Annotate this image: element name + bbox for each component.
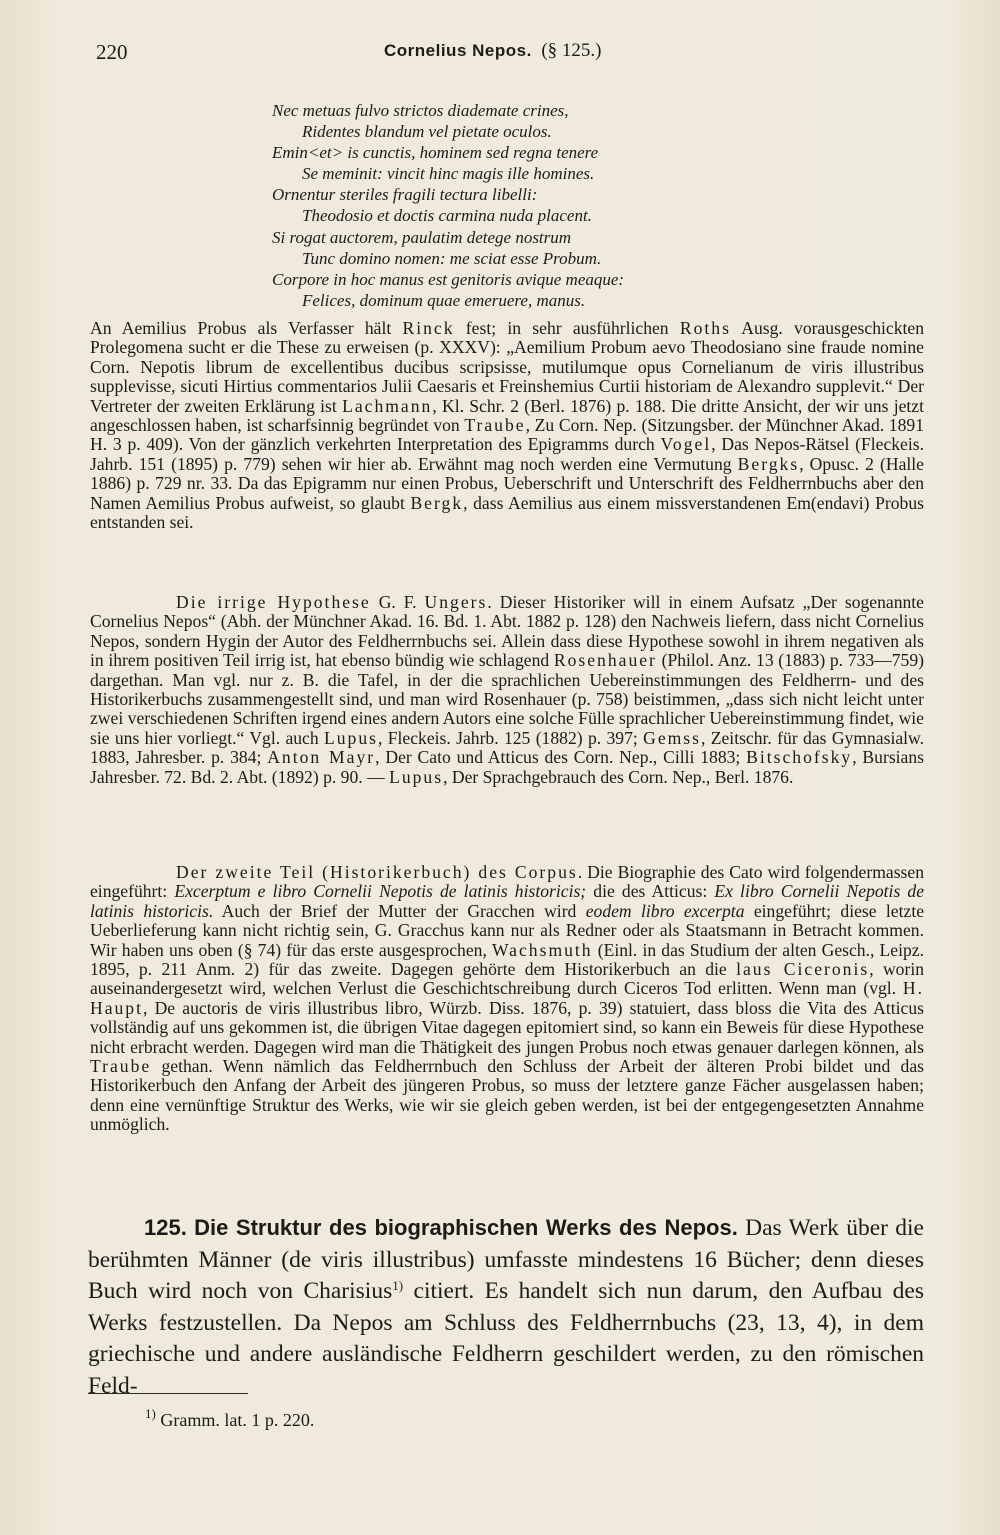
spaced-name: Bergks [737,453,800,474]
poem-line: Ornentur steriles fragili tectura libelli: [272,185,538,205]
text-run: , Der Sprachgebrauch des Corn. Nep., Berl. 1876. [443,766,794,787]
footnote [145,1406,315,1431]
section-number: 125. [144,1215,187,1240]
paragraph [90,863,924,1135]
text-run: , Der Cato und Atticus des Corn. Nep., Cilli 1883; [375,747,747,768]
italic-title: eodem libro excerpta [585,900,745,921]
page-number: 220 [96,40,128,64]
text-run: . Dieser Historiker will in einem Aufsatz „Der sogenannte Cornelius Nepos“ (Abh. der Münchner Akad. 16. Bd. 1. Abt. 1882 p. 128) den Nachweis liefern, dass nicht Cornelius Nepos, sondern Hygin der Autor des Feldherrnbuchs sei. Allein dass diese Hypothese sowohl in ihrem negativen als in ihrem positiven Teil irrig ist, hat ebenso bündig wie schlagend [90,592,924,671]
poem-line: Emin<et> is cunctis, hominem sed regna tenere [272,143,599,163]
text-run: gethan. Wenn nämlich das Feldherrnbuch den Schluss der Arbeit der älteren Probi bildet und das Historikerbuch den Anfang der Arbeit des jüngeren Probus, so muss der letztere ganze Fächer ausgelassen haben; denn eine vernünftige Struktur des Werks, wie wir sie gleich geben werden, ist bei der entgegengesetzten Annahme unmöglich. [90,1056,924,1135]
spaced-name: Lupus [389,766,444,787]
poem-line: Theodosio et doctis carmina nuda placent. [302,206,592,226]
spaced-name: Traube [90,1056,152,1077]
text-run: , Fleckeis. Jahrb. 125 (1882) p. 397; [378,727,644,748]
section-heading: Die Struktur des biographischen Werks des Nepos. [194,1215,738,1240]
paragraph [90,593,924,787]
poem-line: Corpore in hoc manus est genitoris avique meaque: [272,269,625,289]
footnote-reference[interactable]: 1) [392,1278,404,1293]
spaced-name: Bergk [410,492,464,513]
paragraph [90,319,924,532]
epigram [272,100,892,311]
spaced-name: laus Ciceronis [736,959,870,980]
poem-line: Ridentes blandum vel pietate oculos. [302,122,552,142]
spaced-name: Gemss [643,727,702,748]
paragraph-second-part [90,863,924,1135]
text-run: (Einl. in das Studium der alten Gesch., Leipz. 1895, p. 211 Anm. 2) für das zweite. Dagegen gehörte dem Historikerbuch an die [90,939,924,980]
section-paragraph [88,1212,924,1402]
paragraph-authorship [90,319,924,532]
text-run: fest; in sehr ausführlichen [454,318,680,338]
text-run: , Bursians Jahresber. 72. Bd. 2. Abt. (1892) p. 90. — [90,747,925,787]
spaced-name: Roths [679,318,731,338]
text-run: Auch der Brief der Mutter der Gracchen wird [213,900,586,921]
text-run: Ausg. vorausgeschickten Prolegomena sucht er die These zu erweisen (p. XXXV): „Aemilium Probum aevo Theodosiano sine fraude nomine Corn. Nepotis librum de excellentibus ducibus scripsisse, mutilumque opus Cornelianum de viris illustribus supplevisse, sicuti Hirtius commentarios Julii Caesaris et Freinshemius Curtii historiam de Alexandro supplevit.“ Der Vertreter der zweiten Erklärung ist [90,318,924,416]
footnote-mark: 1) [145,1406,156,1421]
spaced-name: Traube [464,415,526,436]
spaced-name: Wachsmuth [491,939,593,960]
spaced-name: Vogel [660,434,712,455]
spaced-name: Lupus [324,727,378,748]
text-run: die des Atticus: [586,881,715,902]
text-run: , Kl. Schr. 2 (Berl. 1876) p. 188. Die dritte Ansicht, der wir uns jetzt angeschlossen haben, ist scharfsinnig begründet von [90,395,924,436]
poem-line: Si rogat auctorem, paulatim detege nostrum [272,227,572,247]
running-title-text: Cornelius Nepos. [384,41,532,60]
poem-line: Nec metuas fulvo strictos diademate crines, [272,101,569,120]
text-run: (Philol. Anz. 13 (1883) p. 733—759) dargethan. Man vgl. nur z. B. die Tafel, in der die sprachlichen Uebereinstimmungen des Feldherrn- und des Historikerbuchs zusammengestellt sind, und man wird Rosenhauer (p. 758) beistimmen, „dass sich nicht leicht unter zwei verschiedenen Schriften irgend eines andern Autors eine solche Fülle sprachlicher Uebereinstimmung findet, wie sie uns hier vorliegt.“ Vgl. auch [90,650,925,748]
spaced-name: H. Haupt [90,978,924,1018]
spaced-heading: Der zweite Teil (Historikerbuch) des Corpus [176,862,578,882]
spaced-name: Anton Mayr [267,747,376,768]
spaced-name: Bitschofsky [746,747,853,768]
text-run: , Zeitschr. für das Gymnasialw. 1883, Jahresber. p. 384; [90,727,925,768]
text-run: , Zu Corn. Nep. (Sitzungsber. der Münchner Akad. 1891 H. 3 p. 409). Von der gänzlich verkehrten Interpretation des Epigramms durch [90,415,924,455]
text-run: eingeführt; diese letzte Ueberlieferung kann nicht richtig sein, G. Gracchus kann nur als Redner oder als Staatsmann in Betracht kommen. Wir haben uns oben (§ 74) für das erste ausgesprochen, [90,900,925,960]
text-run: , dass Aemilius aus einem missverstandenen Em(endavi) Probus entstanden sei. [90,492,924,533]
spaced-heading: Die irrige Hypothese [176,592,371,612]
text-run: , Opusc. 2 (Halle 1886) p. 729 nr. 33. Da das Epigramm nur einen Probus, Ueberschrift und Unterschrift des Feldherrnbuchs aber den Namen Aemilius Probus aufweist, so glaubt [90,453,924,513]
italic-title: Excerptum e libro Cornelii Nepotis de latinis historicis; [174,881,587,902]
spaced-name: Ungers [424,592,488,612]
section-125 [88,1212,924,1402]
text-run: Das Werk über die berühmten Männer (de viris illustribus) umfasste mindestens 16 Bücher; denn dieses Buch wird noch von Charisius [88,1215,924,1304]
text-run: G. F. [370,592,425,612]
section-reference: (§ 125.) [541,40,602,61]
footnote-divider [88,1393,248,1394]
text-run: . Die Biographie des Cato wird folgendermassen eingeführt: [90,862,924,902]
paragraph-hypothesis [90,593,924,787]
text-run: An Aemilius Probus als Verfasser hält [90,318,403,338]
page-header [96,40,920,76]
footnote-text: Gramm. lat. 1 p. 220. [155,1410,315,1430]
spaced-name: Rinck [402,318,455,338]
text-run: , worin auseinandergesetzt wird, welchen Verlust die Geschichtschreibung durch Ciceros Tod erlitten. Wenn man (vgl. [90,959,925,999]
text-run: citiert. Es handelt sich nun darum, den Aufbau des Werks festzustellen. Da Nepos am Schluss des Feldherrnbuchs (23, 13, 4), in dem griechische und andere ausländische Feldherrn geschildert werden, zu den römischen Feld- [88,1278,924,1399]
text-run: , Das Nepos-Rätsel (Fleckeis. Jahrb. 151 (1895) p. 779) sehen wir hier ab. Erwähnt mag noch werden eine Vermutung [90,434,924,474]
spaced-name: Lachmann [342,395,433,416]
running-title [384,40,601,62]
poem-line: Tunc domino nomen: me sciat esse Probum. [302,248,602,268]
poem-line: Se meminit: vincit hinc magis ille homines. [302,164,595,184]
spaced-name: Rosenhauer [553,650,657,671]
poem-line: Felices, dominum quae emeruere, manus. [302,290,586,310]
italic-title: Ex libro Cornelii Nepotis de latinis historicis. [90,881,925,921]
text-run: , De auctoris de viris illustribus libro, Würzb. Diss. 1876, p. 39) statuiert, dass bloss die Vita des Atticus vollständig auf uns gekommen ist, die übrigen Vitae dagegen epitomiert sind, so kann ein Beweis für diese Hypothese nicht erbracht werden. Dagegen wird man die Thätigkeit des jungen Probus noch etwas genauer darlegen können, als [90,997,924,1057]
